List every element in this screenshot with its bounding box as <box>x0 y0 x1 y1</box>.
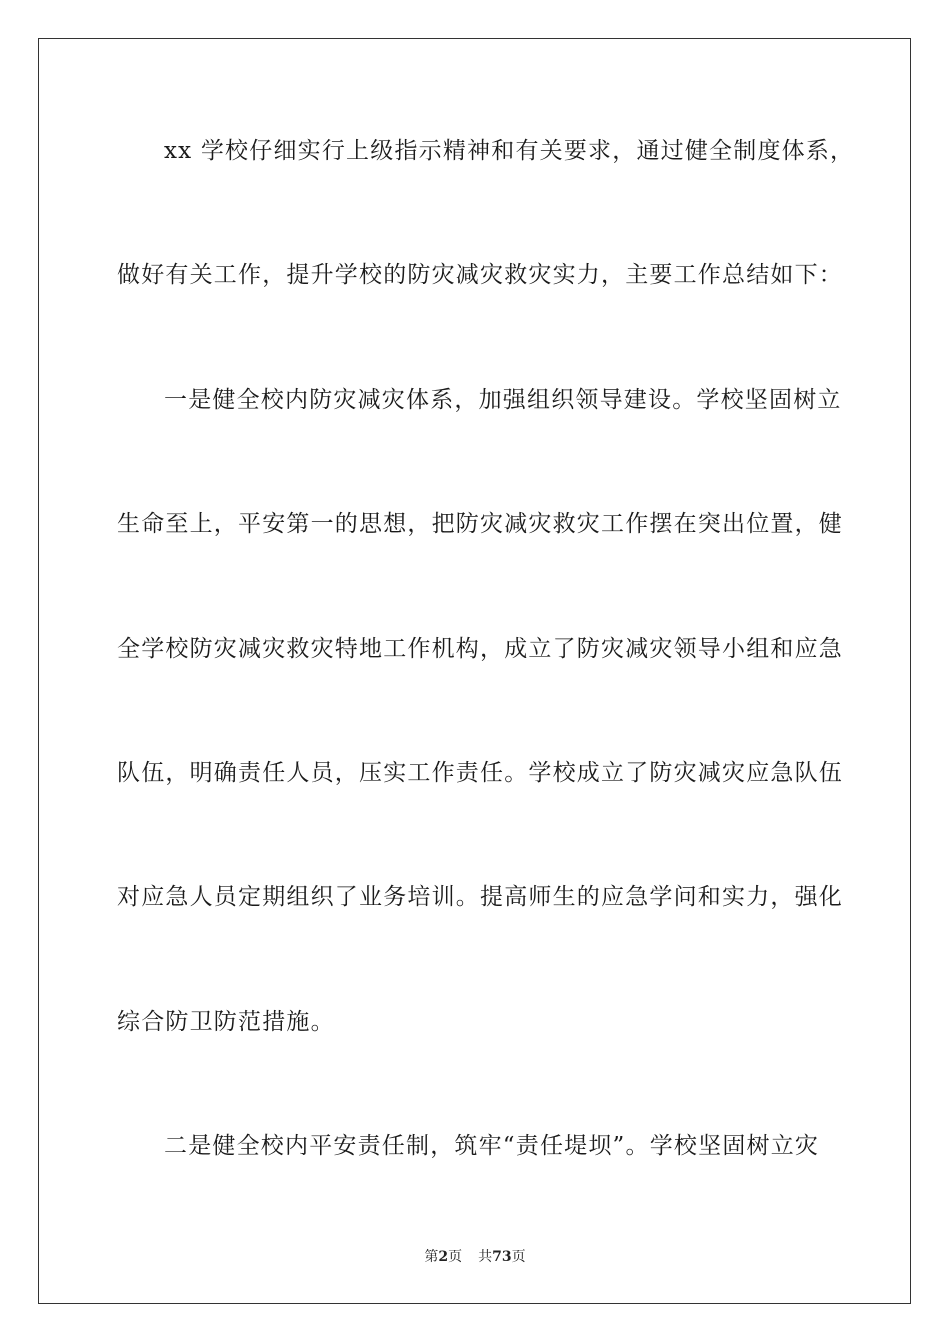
page-footer <box>0 1246 950 1266</box>
paragraph-2-line-1: 一是健全校内防灾减灾体系，加强组织领导建设。学校坚固树立 <box>164 387 842 413</box>
paragraph-2-line-4: 队伍，明确责任人员，压实工作责任。学校成立了防灾减灾应急队伍 <box>117 760 843 786</box>
page-border <box>38 38 911 1304</box>
paragraph-1-line-1: xx 学校仔细实行上级指示精神和有关要求，通过健全制度体系， <box>164 138 855 164</box>
total-pages: 73 <box>492 1249 512 1265</box>
page-unit: 页 <box>448 1249 463 1265</box>
paragraph-2-line-2: 生命至上，平安第一的思想，把防灾减灾救灾工作摆在突出位置，健 <box>117 511 843 537</box>
total-unit: 页 <box>511 1249 526 1265</box>
page-number: 2 <box>438 1249 449 1265</box>
paragraph-2-line-5: 对应急人员定期组织了业务培训。提高师生的应急学问和实力，强化 <box>117 884 843 910</box>
total-prefix: 共 <box>478 1249 493 1265</box>
paragraph-2-line-6: 综合防卫防范措施。 <box>117 1009 335 1035</box>
paragraph-2-line-3: 全学校防灾减灾救灾特地工作机构，成立了防灾减灾领导小组和应急 <box>117 636 843 662</box>
paragraph-1-line-2: 做好有关工作，提升学校的防灾减灾救灾实力，主要工作总结如下： <box>117 262 843 288</box>
page-prefix: 第 <box>424 1249 439 1265</box>
paragraph-3-line-1: 二是健全校内平安责任制，筑牢“责任堤坝”。学校坚固树立灾 <box>164 1133 820 1159</box>
